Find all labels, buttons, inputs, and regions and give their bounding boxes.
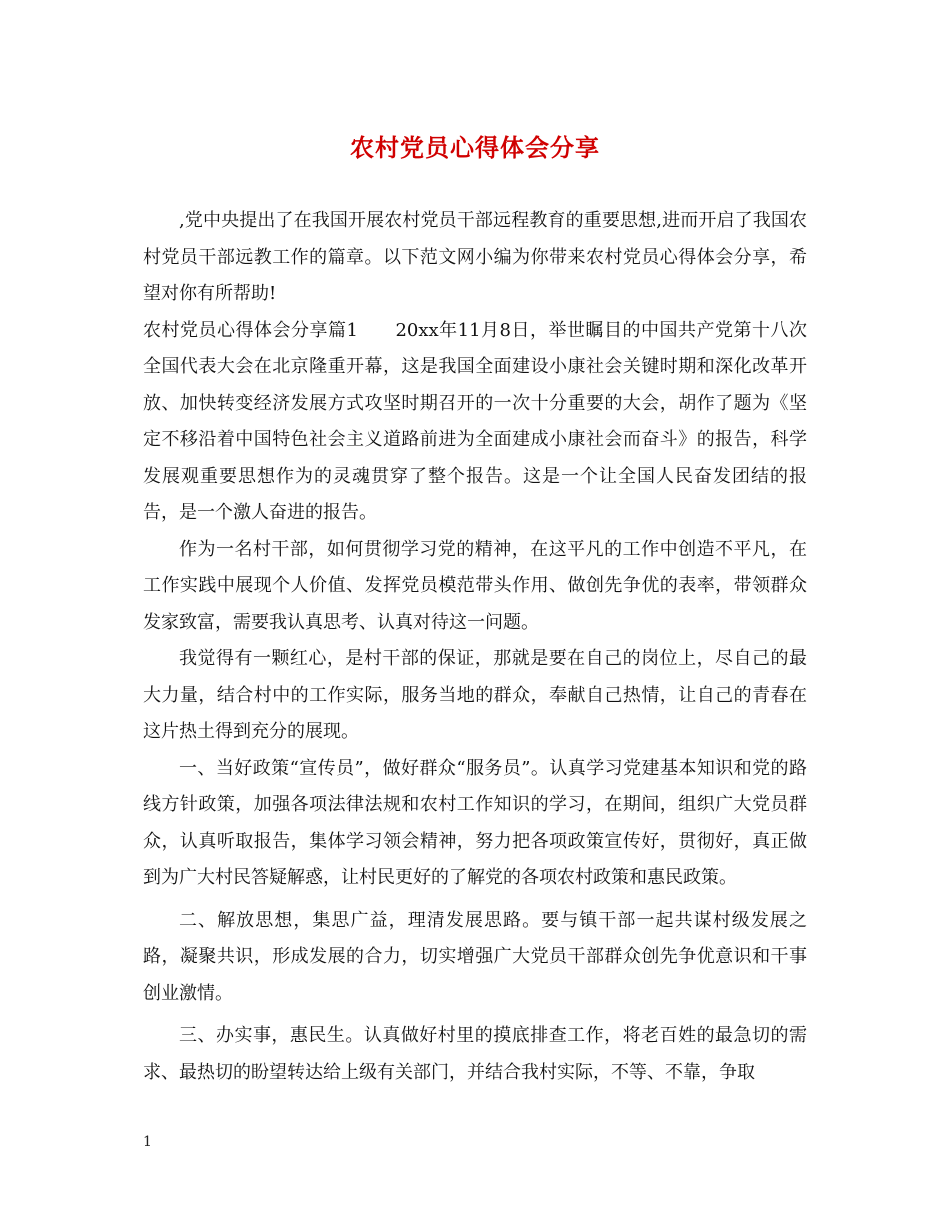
point-two-paragraph: 二、解放思想，集思广益，理清发展思路。要与镇干部一起共谋村级发展之路，凝聚共识，形成发展的合力，切实增强广大党员干部群众创先争优意识和干事创业激情。 xyxy=(143,909,807,1004)
document-title: 农村党员心得体会分享 xyxy=(350,134,600,162)
document-body xyxy=(143,203,807,1091)
village-cadre-paragraph: 作为一名村干部，如何贯彻学习党的精神，在这平凡的工作中创造不平凡，在工作实践中展现个人价值、发挥党员模范带头作用、做创先争优的表率，带领群众发家致富，需要我认真思考、认真对待这一问题。 xyxy=(143,538,807,633)
intro-paragraph: ,党中央提出了在我国开展农村党员干部远程教育的重要思想,进而开启了我国农村党员干部远教工作的篇章。以下范文网小编为你带来农村党员心得体会分享，希望对你有所帮助! xyxy=(143,210,807,304)
article-1-paragraph: 农村党员心得体会分享篇1 20xx年11月8日，举世瞩目的中国共产党第十八次全国代表大会在北京隆重开幕，这是我国全面建设小康社会关键时期和深化改革开放、加快转变经济发展方式攻坚时期召开的一次十分重要的大会，胡作了题为《坚定不移沿着中国特色社会主义道路前进为全面建成小康社会而奋斗》的报告，科学发展观重要思想作为的灵魂贯穿了整个报告。这是一个让全国人民奋发团结的报告，是一个激人奋进的报告。 xyxy=(143,319,807,523)
page-number: 1 xyxy=(143,1134,152,1150)
red-heart-paragraph: 我觉得有一颗红心，是村干部的保证，那就是要在自己的岗位上，尽自己的最大力量，结合村中的工作实际，服务当地的群众，奉献自己热情，让自己的青春在这片热土得到充分的展现。 xyxy=(143,648,807,742)
point-one-paragraph: 一、当好政策“宣传员”，做好群众“服务员”。认真学习党建基本知识和党的路线方针政策，加强各项法律法规和农村工作知识的学习，在期间，组织广大党员群众，认真听取报告，集体学习领会精神，努力把各项政策宣传好，贯彻好，真正做到为广大村民答疑解惑，让村民更好的了解党的各项农村政策和惠民政策。 xyxy=(143,757,807,888)
point-three-paragraph: 三、办实事，惠民生。认真做好村里的摸底排查工作，将老百姓的最急切的需求、最热切的盼望转达给上级有关部门，并结合我村实际，不等、不靠，争取 xyxy=(143,1025,807,1083)
